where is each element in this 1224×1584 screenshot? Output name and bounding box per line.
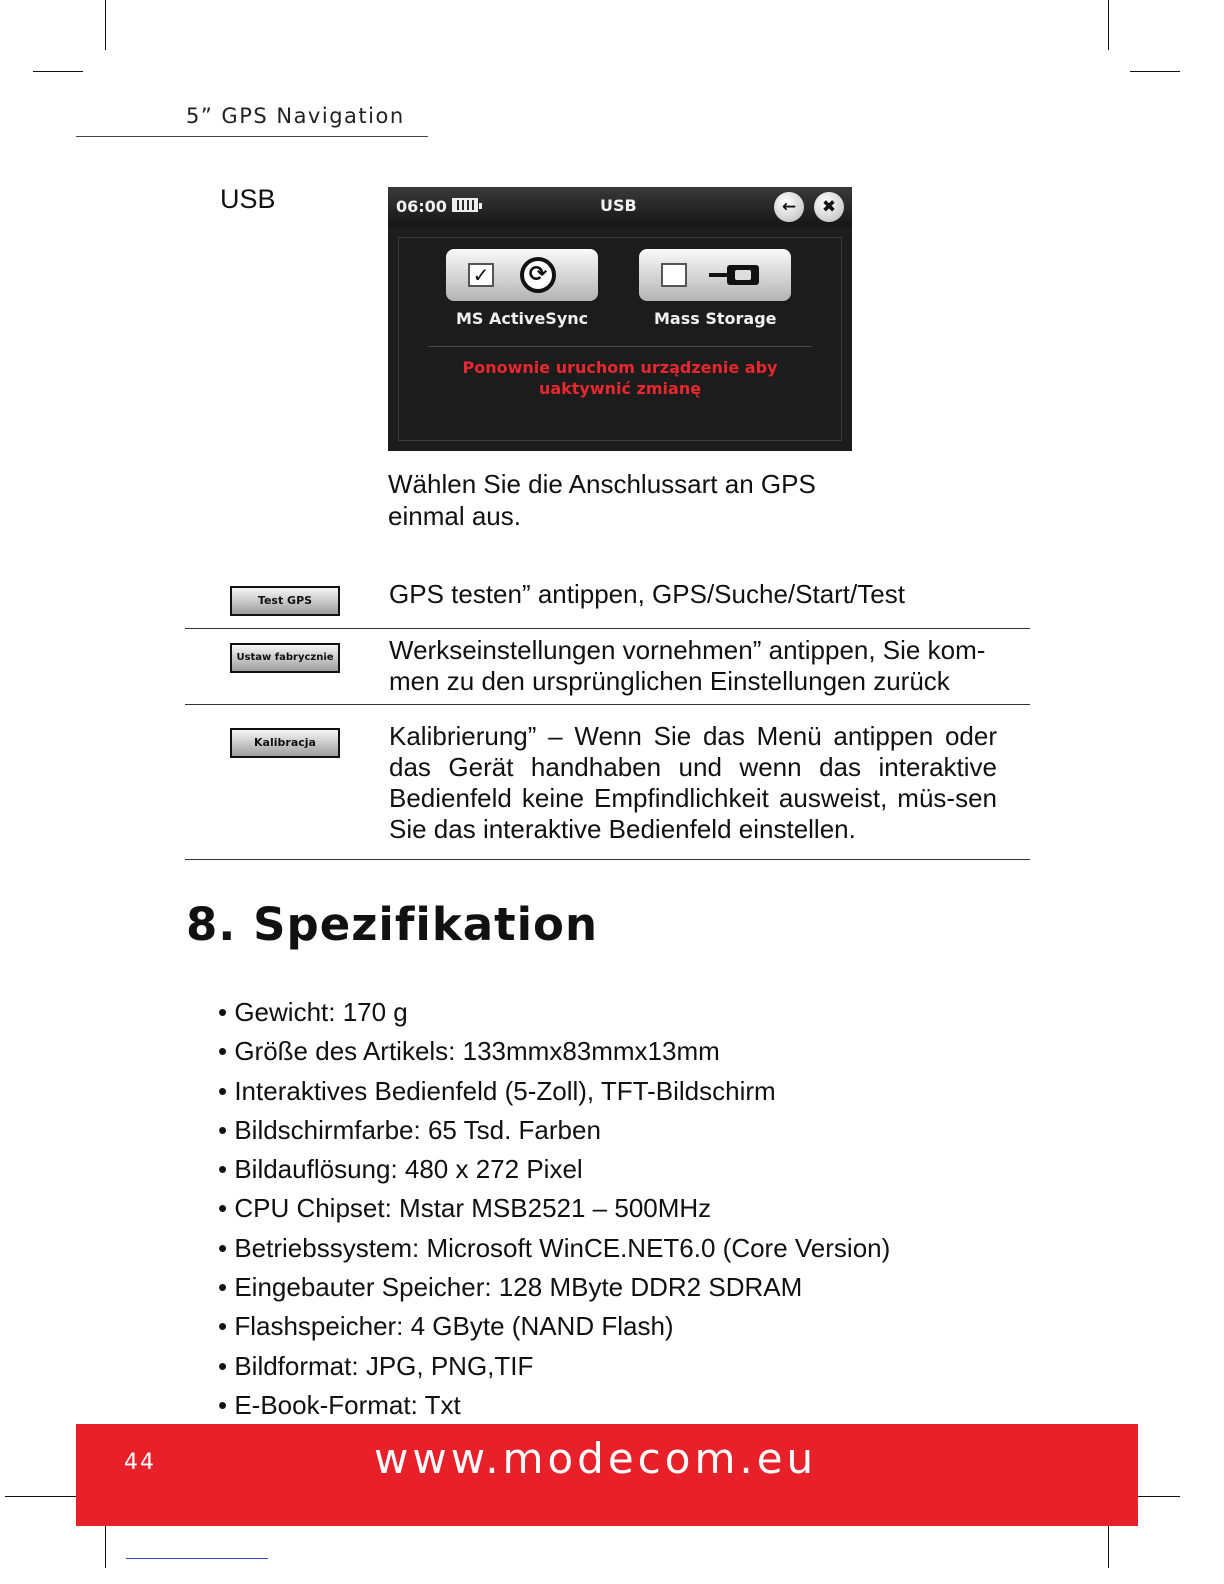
footer-url: www.modecom.eu bbox=[374, 1434, 818, 1483]
mass-storage-label: Mass Storage bbox=[654, 309, 777, 328]
restart-warning: Ponownie uruchom urządzenie aby uaktywnić zmianę bbox=[462, 358, 778, 398]
spec-item: • Betriebssystem: Microsoft WinCE.NET6.0 (Core Version) bbox=[218, 1229, 890, 1268]
activesync-checkbox: ✓ bbox=[468, 263, 494, 287]
crop-mark bbox=[105, 0, 106, 50]
battery-icon bbox=[452, 198, 478, 212]
device-time: 06:00 bbox=[396, 197, 447, 216]
crop-mark bbox=[5, 1496, 83, 1497]
row-divider bbox=[185, 628, 1030, 629]
mass-storage-option-button bbox=[639, 249, 791, 301]
section-heading: 8. Spezifikation bbox=[186, 898, 599, 951]
running-header: 5” GPS Navigation bbox=[186, 104, 405, 128]
spec-item: • E-Book-Format: Txt bbox=[218, 1386, 890, 1425]
spec-item: • Größe des Artikels: 133mmx83mmx13mm bbox=[218, 1032, 890, 1071]
spec-item: • Bildschirmfarbe: 65 Tsd. Farben bbox=[218, 1111, 890, 1150]
device-divider bbox=[428, 346, 812, 347]
calibration-description: Kalibrierung” – Wenn Sie das Menü antippen oder das Gerät handhaben und wenn das interaktive Bedienfeld keine Empfindlichkeit ausweist, müs-sen Sie das interaktive Bedienfeld einstellen. bbox=[389, 721, 997, 844]
usb-plug-icon bbox=[709, 265, 761, 285]
crop-mark bbox=[1108, 0, 1109, 50]
back-arrow-icon: ← bbox=[774, 192, 804, 222]
spec-item: • Bildformat: JPG, PNG,TIF bbox=[218, 1347, 890, 1386]
header-rule bbox=[76, 136, 428, 137]
row-divider bbox=[185, 704, 1030, 705]
device-usb-screenshot bbox=[388, 187, 852, 451]
page-number: 44 bbox=[124, 1450, 156, 1475]
mass-storage-checkbox bbox=[661, 263, 687, 287]
test-gps-description: GPS testen” antippen, GPS/Suche/Start/Test bbox=[389, 579, 905, 609]
device-status-bar bbox=[388, 187, 852, 227]
device-screen-title: USB bbox=[600, 196, 637, 215]
factory-reset-description: Werkseinstellungen vornehmen” antippen, Sie kom-men zu den ursprünglichen Einstellungen zurück bbox=[389, 635, 986, 696]
sync-icon: ⟳ bbox=[520, 257, 556, 293]
row-divider bbox=[185, 859, 1030, 860]
calibration-button-image: Kalibracja bbox=[230, 728, 340, 758]
spec-list bbox=[218, 993, 890, 1425]
spec-item: • Gewicht: 170 g bbox=[218, 993, 890, 1032]
bottom-rule bbox=[126, 1558, 268, 1559]
spec-item: • Eingebauter Speicher: 128 MByte DDR2 SDRAM bbox=[218, 1268, 890, 1307]
activesync-option-button bbox=[446, 249, 598, 301]
factory-reset-button-image: Ustaw fabrycznie bbox=[230, 643, 340, 673]
spec-item: • Flashspeicher: 4 GByte (NAND Flash) bbox=[218, 1307, 890, 1346]
close-icon: ✖ bbox=[814, 192, 844, 222]
spec-item: • Bildauflösung: 480 x 272 Pixel bbox=[218, 1150, 890, 1189]
test-gps-button-image: Test GPS bbox=[230, 586, 340, 616]
crop-mark bbox=[1130, 71, 1180, 72]
crop-mark bbox=[33, 71, 83, 72]
spec-item: • CPU Chipset: Mstar MSB2521 – 500MHz bbox=[218, 1189, 890, 1228]
usb-caption: Wählen Sie die Anschlussart an GPS einmal aus. bbox=[388, 469, 816, 531]
spec-item: • Interaktives Bedienfeld (5-Zoll), TFT-Bildschirm bbox=[218, 1072, 890, 1111]
activesync-label: MS ActiveSync bbox=[456, 309, 589, 328]
usb-section-label: USB bbox=[220, 184, 276, 214]
